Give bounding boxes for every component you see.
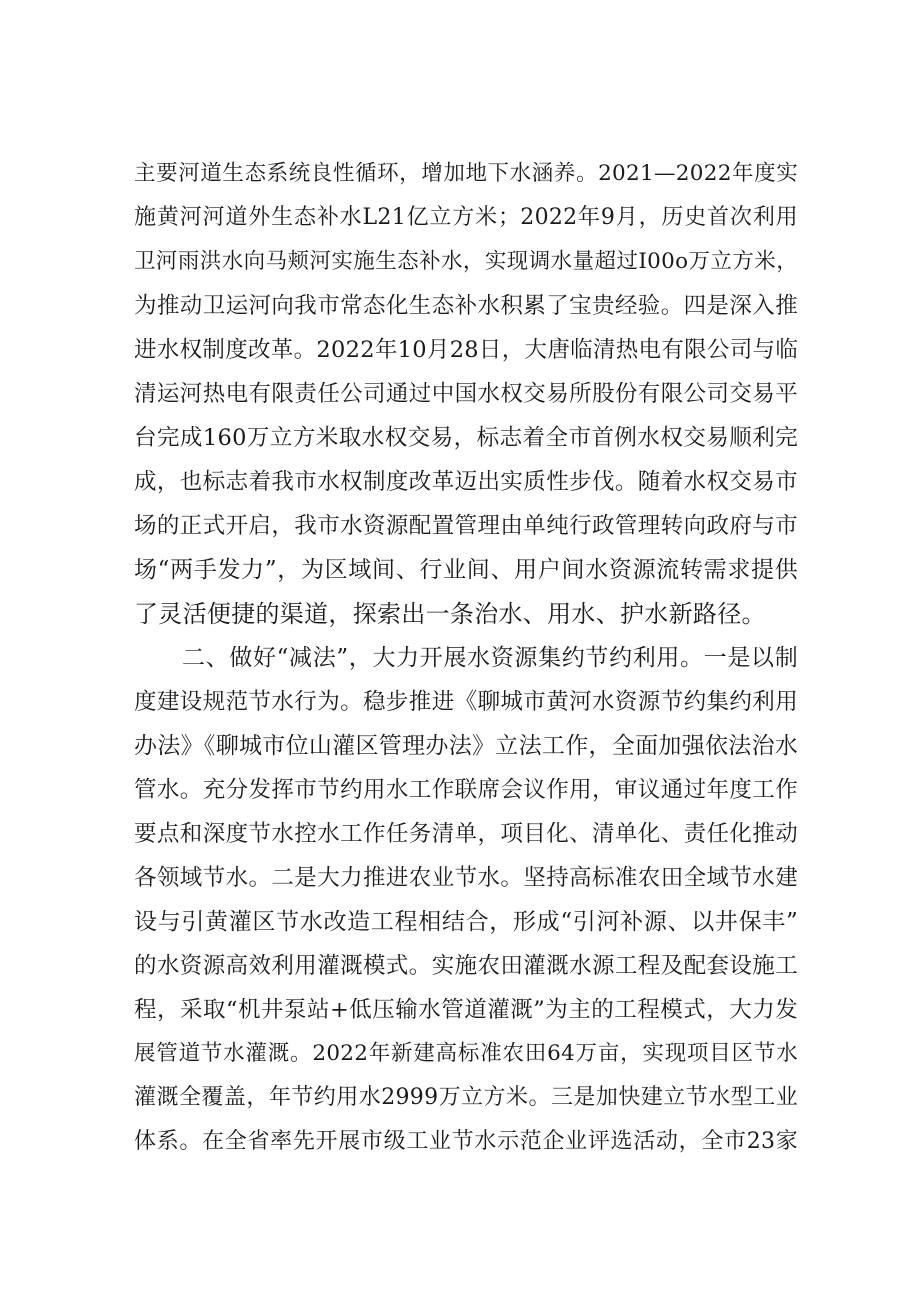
- text-line-6: 清运河热电有限责任公司通过中国水权交易所股份有限公司交易平: [134, 381, 798, 407]
- text-line-1: 主要河道生态系统良性循环，增加地下水涵养。2021—2022年度实: [134, 161, 798, 186]
- text-line-16: 要点和深度节水控水工作任务清单，项目化、清单化、责任化推动: [134, 821, 798, 847]
- text-line-5: 进水权制度改革。2022年10月28日，大唐临清热电有限公司与临: [134, 337, 798, 363]
- text-line-21: 展管道节水灌溉。2022年新建高标准农田64万亩，实现项目区节水: [134, 1041, 798, 1066]
- text-line-20: 程，采取“机井泵站+低压输水管道灌溉”为主的工程模式，大力发: [134, 997, 798, 1023]
- text-line-11: 了灵活便捷的渠道，探索出一条治水、用水、护水新路径。: [134, 600, 766, 628]
- text-line-9: 场的正式开启，我市水资源配置管理由单纯行政管理转向政府与市: [134, 513, 798, 539]
- text-line-13: 度建设规范节水行为。稳步推进《聊城市黄河水资源节约集约利用: [134, 689, 798, 715]
- text-line-19: 的水资源高效利用灌溉模式。实施农田灌溉水源工程及配套设施工: [134, 953, 798, 979]
- text-line-12: 二、做好“减法”，大力开展水资源集约节约利用。一是以制: [182, 645, 798, 671]
- text-line-15: 管水。充分发挥市节约用水工作联席会议作用，审议通过年度工作: [134, 777, 798, 803]
- text-line-10: 场“两手发力”，为区域间、行业间、用户间水资源流转需求提供: [134, 557, 798, 583]
- text-line-14: 办法》《聊城市位山灌区管理办法》立法工作，全面加强依法治水: [134, 733, 798, 759]
- text-line-23: 体系。在全省率先开展市级工业节水示范企业评选活动，全市23家: [134, 1129, 798, 1154]
- text-line-22: 灌溉全覆盖，年节约用水2999万立方米。三是加快建立节水型工业: [134, 1085, 798, 1110]
- text-line-4: 为推动卫运河向我市常态化生态补水积累了宝贵经验。四是深入推: [134, 293, 798, 319]
- text-line-7: 台完成160万立方米取水权交易，标志着全市首例水权交易顺利完: [134, 425, 798, 451]
- text-line-2: 施黄河河道外生态补水L21亿立方米；2022年9月，历史首次利用: [134, 205, 798, 230]
- text-line-3: 卫河雨洪水向马颊河实施生态补水，实现调水量超过I00o万立方米，: [134, 249, 798, 274]
- text-line-17: 各领域节水。二是大力推进农业节水。坚持高标准农田全域节水建: [134, 865, 798, 891]
- text-line-8: 成，也标志着我市水权制度改革迈出实质性步伐。随着水权交易市: [134, 469, 798, 495]
- text-line-18: 设与引黄灌区节水改造工程相结合，形成“引河补源、以井保丰”: [134, 909, 798, 935]
